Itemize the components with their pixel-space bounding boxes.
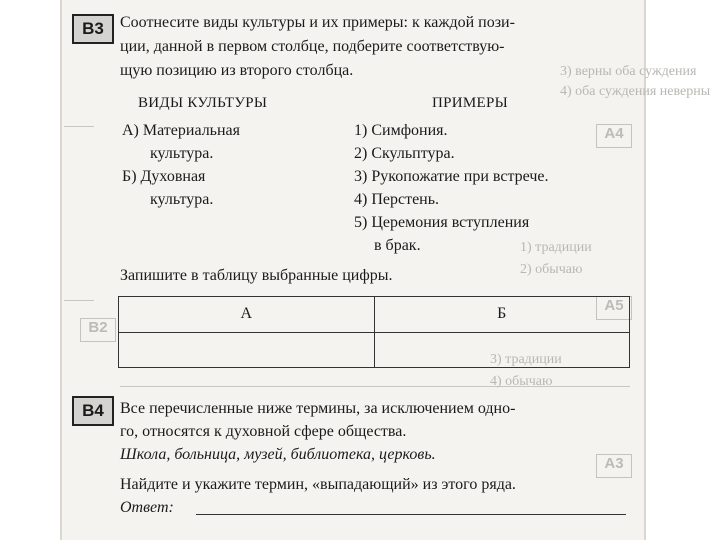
b3-right-header: ПРИМЕРЫ	[432, 95, 509, 111]
b3-right-item: в брак.	[374, 237, 421, 254]
b3-right-item: 1) Симфония.	[354, 122, 448, 139]
ghost-text: 4) обычаю	[490, 374, 553, 389]
ghost-label: В2	[80, 318, 116, 342]
ghost-text: 2) обычаю	[520, 262, 583, 277]
b4-answer-line[interactable]	[196, 514, 626, 515]
ghost-text: 1) традиции	[520, 240, 592, 255]
b3-question-line: щую позицию из второго столбца.	[120, 62, 354, 79]
b3-right-item: 5) Церемония вступления	[354, 214, 530, 231]
ghost-text: 3) традиции	[490, 352, 562, 367]
b3-left-item: А) Материальная	[122, 122, 240, 139]
answer-cell-b[interactable]	[374, 332, 630, 368]
b4-answer-label: Ответ:	[120, 499, 174, 516]
b3-question-line: Соотнесите виды культуры и их примеры: к каждой пози-	[120, 14, 515, 31]
b3-right-item: 3) Рукопожатие при встрече.	[354, 168, 549, 185]
page-edge-right	[644, 0, 646, 540]
b3-right-item: 2) Скульптура.	[354, 145, 455, 162]
b4-task: Найдите и укажите термин, «выпадающий» из этого ряда.	[120, 476, 516, 493]
b3-left-item: культура.	[150, 191, 214, 208]
ghost-text: 4) оба суждения неверны	[560, 84, 711, 99]
answer-cell-a[interactable]	[119, 332, 375, 368]
b3-right-item: 4) Перстень.	[354, 191, 440, 208]
ghost-label: А4	[596, 124, 632, 148]
ghost-text: 3) верны оба суждения	[560, 64, 697, 79]
b4-question-line: Все перечисленные ниже термины, за исключением одно-	[120, 400, 516, 417]
ghost-rule	[120, 386, 630, 387]
page-edge-left	[60, 0, 62, 540]
table-header-b: Б	[374, 297, 630, 333]
task-label-b4: В4	[72, 396, 114, 426]
ghost-label: А3	[596, 454, 632, 478]
b3-left-item: культура.	[150, 145, 214, 162]
b3-question-line: ции, данной в первом столбце, подберите соответствую-	[120, 38, 505, 55]
b3-left-item: Б) Духовная	[122, 168, 206, 185]
task-label-b3: В3	[72, 14, 114, 44]
b3-answer-table	[118, 296, 630, 368]
ghost-label: А5	[596, 296, 632, 320]
b3-instruction: Запишите в таблицу выбранные цифры.	[120, 267, 393, 284]
b3-left-header: ВИДЫ КУЛЬТУРЫ	[138, 95, 268, 111]
b4-terms: Школа, больница, музей, библиотека, церковь.	[120, 446, 436, 463]
b4-question-line: го, относятся к духовной сфере общества.	[120, 423, 407, 440]
table-header-a: А	[119, 297, 375, 333]
ghost-rule	[64, 126, 94, 127]
ghost-rule	[64, 300, 94, 301]
